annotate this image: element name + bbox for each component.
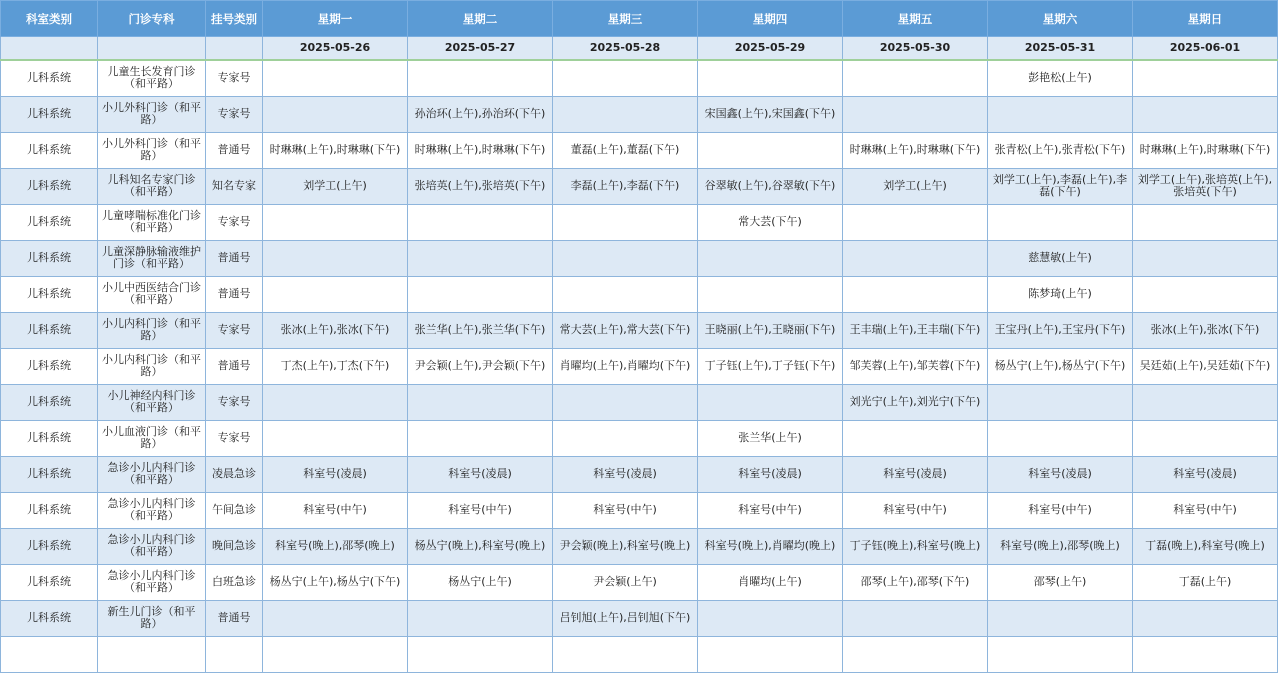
table-row	[1, 312, 1278, 348]
clinic-cell: 儿科知名专家门诊（和平路）	[98, 168, 206, 204]
schedule-cell-wed[interactable]: 科室号(凌晨)	[553, 456, 698, 492]
reg-type-cell: 专家号	[206, 312, 263, 348]
table-row	[1, 168, 1278, 204]
schedule-cell-tue[interactable]	[408, 384, 553, 420]
schedule-cell-sun[interactable]: 科室号(凌晨)	[1133, 456, 1278, 492]
header-row	[1, 1, 1278, 37]
table-row	[1, 456, 1278, 492]
schedule-cell-fri[interactable]	[843, 276, 988, 312]
schedule-cell-wed[interactable]: 科室号(中午)	[553, 492, 698, 528]
schedule-cell-wed[interactable]: 李磊(上午),李磊(下午)	[553, 168, 698, 204]
header-day-fri: 星期五	[843, 1, 988, 37]
schedule-cell-tue[interactable]	[408, 276, 553, 312]
schedule-cell-sat[interactable]	[988, 420, 1133, 456]
clinic-cell: 小儿内科门诊（和平路）	[98, 348, 206, 384]
schedule-cell-mon[interactable]: 杨丛宁(上午),杨丛宁(下午)	[263, 564, 408, 600]
schedule-cell-wed[interactable]	[553, 60, 698, 96]
schedule-cell-thu[interactable]: 丁子钰(上午),丁子钰(下午)	[698, 348, 843, 384]
schedule-cell-thu[interactable]: 科室号(中午)	[698, 492, 843, 528]
schedule-cell-tue[interactable]	[408, 60, 553, 96]
empty-cell	[408, 636, 553, 672]
header-day-sat: 星期六	[988, 1, 1133, 37]
header-reg-type: 挂号类别	[206, 1, 263, 37]
clinic-cell: 急诊小儿内科门诊（和平路）	[98, 528, 206, 564]
empty-cell	[98, 636, 206, 672]
schedule-cell-fri[interactable]: 科室号(凌晨)	[843, 456, 988, 492]
header-dept: 科室类别	[1, 1, 98, 37]
reg-type-cell: 普通号	[206, 240, 263, 276]
schedule-cell-thu[interactable]	[698, 276, 843, 312]
clinic-cell: 儿童深静脉输液维护门诊（和平路）	[98, 240, 206, 276]
schedule-cell-sun[interactable]	[1133, 276, 1278, 312]
schedule-cell-sun[interactable]: 吴廷茹(上午),吴廷茹(下午)	[1133, 348, 1278, 384]
schedule-cell-tue[interactable]: 杨丛宁(晚上),科室号(晚上)	[408, 528, 553, 564]
schedule-cell-wed[interactable]: 尹会颖(晚上),科室号(晚上)	[553, 528, 698, 564]
dept-cell: 儿科系统	[1, 492, 98, 528]
table-row	[1, 600, 1278, 636]
schedule-cell-sat[interactable]: 邵琴(上午)	[988, 564, 1133, 600]
schedule-cell-sat[interactable]: 陈梦琦(上午)	[988, 276, 1133, 312]
reg-type-cell: 普通号	[206, 348, 263, 384]
schedule-cell-tue[interactable]	[408, 420, 553, 456]
schedule-cell-sat[interactable]: 科室号(中午)	[988, 492, 1133, 528]
table-row	[1, 564, 1278, 600]
schedule-cell-sun[interactable]: 刘学工(上午),张培英(上午),张培英(下午)	[1133, 168, 1278, 204]
reg-type-cell: 专家号	[206, 384, 263, 420]
schedule-cell-tue[interactable]	[408, 204, 553, 240]
date-fri: 2025-05-30	[843, 37, 988, 61]
schedule-cell-sat[interactable]: 慈慧敏(上午)	[988, 240, 1133, 276]
schedule-cell-sat[interactable]: 彭艳松(上午)	[988, 60, 1133, 96]
schedule-cell-mon[interactable]: 丁杰(上午),丁杰(下午)	[263, 348, 408, 384]
schedule-cell-mon[interactable]	[263, 420, 408, 456]
schedule-cell-thu[interactable]	[698, 132, 843, 168]
table-row	[1, 60, 1278, 96]
schedule-cell-fri[interactable]	[843, 204, 988, 240]
schedule-cell-sun[interactable]: 张冰(上午),张冰(下午)	[1133, 312, 1278, 348]
schedule-cell-mon[interactable]: 刘学工(上午)	[263, 168, 408, 204]
dept-cell: 儿科系统	[1, 240, 98, 276]
schedule-cell-mon[interactable]	[263, 96, 408, 132]
schedule-cell-fri[interactable]: 时琳琳(上午),时琳琳(下午)	[843, 132, 988, 168]
schedule-cell-fri[interactable]: 丁子钰(晚上),科室号(晚上)	[843, 528, 988, 564]
schedule-cell-wed[interactable]	[553, 204, 698, 240]
schedule-cell-sat[interactable]: 杨丛宁(上午),杨丛宁(下午)	[988, 348, 1133, 384]
header-day-mon: 星期一	[263, 1, 408, 37]
dept-cell: 儿科系统	[1, 276, 98, 312]
schedule-cell-sun[interactable]	[1133, 240, 1278, 276]
date-spacer	[98, 37, 206, 61]
schedule-cell-sat[interactable]	[988, 96, 1133, 132]
schedule-cell-sun[interactable]	[1133, 420, 1278, 456]
schedule-cell-tue[interactable]: 科室号(中午)	[408, 492, 553, 528]
schedule-cell-mon[interactable]	[263, 240, 408, 276]
schedule-cell-mon[interactable]: 科室号(中午)	[263, 492, 408, 528]
dept-cell: 儿科系统	[1, 384, 98, 420]
schedule-cell-fri[interactable]	[843, 96, 988, 132]
schedule-cell-thu[interactable]: 王晓丽(上午),王晓丽(下午)	[698, 312, 843, 348]
schedule-cell-sun[interactable]	[1133, 384, 1278, 420]
schedule-cell-sat[interactable]	[988, 384, 1133, 420]
reg-type-cell: 晚间急诊	[206, 528, 263, 564]
schedule-cell-wed[interactable]: 吕钊旭(上午),吕钊旭(下午)	[553, 600, 698, 636]
schedule-cell-mon[interactable]	[263, 384, 408, 420]
schedule-cell-fri[interactable]	[843, 600, 988, 636]
date-sat: 2025-05-31	[988, 37, 1133, 61]
header-day-wed: 星期三	[553, 1, 698, 37]
schedule-cell-tue[interactable]: 张兰华(上午),张兰华(下午)	[408, 312, 553, 348]
table-row	[1, 492, 1278, 528]
clinic-cell: 新生儿门诊（和平路）	[98, 600, 206, 636]
schedule-cell-mon[interactable]: 时琳琳(上午),时琳琳(下午)	[263, 132, 408, 168]
table-row	[1, 240, 1278, 276]
schedule-cell-thu[interactable]	[698, 384, 843, 420]
clinic-cell: 小儿内科门诊（和平路）	[98, 312, 206, 348]
schedule-cell-sun[interactable]	[1133, 96, 1278, 132]
dept-cell: 儿科系统	[1, 132, 98, 168]
clinic-cell: 儿童哮喘标准化门诊（和平路）	[98, 204, 206, 240]
clinic-cell: 急诊小儿内科门诊（和平路）	[98, 456, 206, 492]
table-row	[1, 204, 1278, 240]
schedule-cell-wed[interactable]: 肖曜均(上午),肖曜均(下午)	[553, 348, 698, 384]
schedule-cell-sun[interactable]: 丁磊(上午)	[1133, 564, 1278, 600]
clinic-cell: 小儿外科门诊（和平路）	[98, 96, 206, 132]
schedule-cell-thu[interactable]	[698, 60, 843, 96]
schedule-cell-tue[interactable]: 张培英(上午),张培英(下午)	[408, 168, 553, 204]
date-sun: 2025-06-01	[1133, 37, 1278, 61]
schedule-cell-sat[interactable]	[988, 204, 1133, 240]
table-row	[1, 528, 1278, 564]
dept-cell: 儿科系统	[1, 456, 98, 492]
reg-type-cell: 专家号	[206, 204, 263, 240]
reg-type-cell: 知名专家	[206, 168, 263, 204]
schedule-cell-fri[interactable]	[843, 420, 988, 456]
clinic-cell: 急诊小儿内科门诊（和平路）	[98, 492, 206, 528]
header-day-tue: 星期二	[408, 1, 553, 37]
schedule-cell-tue[interactable]: 科室号(凌晨)	[408, 456, 553, 492]
reg-type-cell: 白班急诊	[206, 564, 263, 600]
schedule-cell-fri[interactable]: 邹芙蓉(上午),邹芙蓉(下午)	[843, 348, 988, 384]
table-row	[1, 420, 1278, 456]
schedule-cell-mon[interactable]	[263, 600, 408, 636]
empty-cell	[1133, 636, 1278, 672]
schedule-cell-mon[interactable]	[263, 60, 408, 96]
schedule-cell-thu[interactable]: 常大芸(下午)	[698, 204, 843, 240]
reg-type-cell: 普通号	[206, 276, 263, 312]
schedule-cell-fri[interactable]: 刘学工(上午)	[843, 168, 988, 204]
dept-cell: 儿科系统	[1, 528, 98, 564]
date-spacer	[206, 37, 263, 61]
reg-type-cell: 专家号	[206, 420, 263, 456]
schedule-cell-wed[interactable]: 常大芸(上午),常大芸(下午)	[553, 312, 698, 348]
dept-cell: 儿科系统	[1, 312, 98, 348]
empty-cell	[206, 636, 263, 672]
dept-cell: 儿科系统	[1, 96, 98, 132]
dept-cell: 儿科系统	[1, 168, 98, 204]
empty-cell	[1, 636, 98, 672]
date-spacer	[1, 37, 98, 61]
date-wed: 2025-05-28	[553, 37, 698, 61]
clinic-cell: 急诊小儿内科门诊（和平路）	[98, 564, 206, 600]
date-tue: 2025-05-27	[408, 37, 553, 61]
schedule-cell-wed[interactable]	[553, 276, 698, 312]
schedule-cell-thu[interactable]: 宋国鑫(上午),宋国鑫(下午)	[698, 96, 843, 132]
empty-cell	[698, 636, 843, 672]
schedule-cell-sat[interactable]: 张青松(上午),张青松(下午)	[988, 132, 1133, 168]
reg-type-cell: 凌晨急诊	[206, 456, 263, 492]
schedule-cell-tue[interactable]: 杨丛宁(上午)	[408, 564, 553, 600]
schedule-cell-sun[interactable]: 丁磊(晚上),科室号(晚上)	[1133, 528, 1278, 564]
schedule-cell-sat[interactable]: 王宝丹(上午),王宝丹(下午)	[988, 312, 1133, 348]
schedule-cell-thu[interactable]: 科室号(晚上),肖曜均(晚上)	[698, 528, 843, 564]
schedule-cell-sun[interactable]	[1133, 204, 1278, 240]
schedule-cell-sun[interactable]: 科室号(中午)	[1133, 492, 1278, 528]
reg-type-cell: 普通号	[206, 600, 263, 636]
schedule-cell-mon[interactable]: 科室号(晚上),邵琴(晚上)	[263, 528, 408, 564]
date-row	[1, 37, 1278, 61]
schedule-cell-fri[interactable]: 科室号(中午)	[843, 492, 988, 528]
date-thu: 2025-05-29	[698, 37, 843, 61]
schedule-cell-fri[interactable]: 刘光宁(上午),刘光宁(下午)	[843, 384, 988, 420]
empty-cell	[263, 636, 408, 672]
schedule-cell-wed[interactable]: 尹会颖(上午)	[553, 564, 698, 600]
dept-cell: 儿科系统	[1, 348, 98, 384]
schedule-cell-tue[interactable]	[408, 240, 553, 276]
schedule-cell-sun[interactable]	[1133, 60, 1278, 96]
schedule-cell-mon[interactable]	[263, 276, 408, 312]
schedule-cell-wed[interactable]	[553, 420, 698, 456]
schedule-cell-thu[interactable]: 科室号(凌晨)	[698, 456, 843, 492]
clinic-cell: 小儿血液门诊（和平路）	[98, 420, 206, 456]
schedule-cell-mon[interactable]: 科室号(凌晨)	[263, 456, 408, 492]
table-row	[1, 96, 1278, 132]
schedule-body	[1, 60, 1278, 672]
schedule-cell-mon[interactable]: 张冰(上午),张冰(下午)	[263, 312, 408, 348]
schedule-cell-wed[interactable]	[553, 96, 698, 132]
schedule-cell-thu[interactable]: 张兰华(上午)	[698, 420, 843, 456]
schedule-cell-wed[interactable]	[553, 240, 698, 276]
reg-type-cell: 普通号	[206, 132, 263, 168]
schedule-cell-sun[interactable]: 时琳琳(上午),时琳琳(下午)	[1133, 132, 1278, 168]
schedule-cell-tue[interactable]: 孙治环(上午),孙治环(下午)	[408, 96, 553, 132]
schedule-cell-fri[interactable]: 王丰瑞(上午),王丰瑞(下午)	[843, 312, 988, 348]
header-day-sun: 星期日	[1133, 1, 1278, 37]
schedule-cell-thu[interactable]: 肖曜均(上午)	[698, 564, 843, 600]
schedule-cell-fri[interactable]: 邵琴(上午),邵琴(下午)	[843, 564, 988, 600]
schedule-cell-thu[interactable]	[698, 600, 843, 636]
table-row	[1, 348, 1278, 384]
schedule-cell-thu[interactable]	[698, 240, 843, 276]
date-mon: 2025-05-26	[263, 37, 408, 61]
schedule-cell-wed[interactable]	[553, 384, 698, 420]
table-row-empty	[1, 636, 1278, 672]
dept-cell: 儿科系统	[1, 564, 98, 600]
empty-cell	[843, 636, 988, 672]
reg-type-cell: 专家号	[206, 96, 263, 132]
schedule-cell-wed[interactable]: 董磊(上午),董磊(下午)	[553, 132, 698, 168]
schedule-cell-tue[interactable]	[408, 600, 553, 636]
dept-cell: 儿科系统	[1, 600, 98, 636]
header-day-thu: 星期四	[698, 1, 843, 37]
table-row	[1, 276, 1278, 312]
schedule-cell-sat[interactable]: 科室号(晚上),邵琴(晚上)	[988, 528, 1133, 564]
schedule-cell-sat[interactable]: 刘学工(上午),李磊(上午),李磊(下午)	[988, 168, 1133, 204]
table-row	[1, 132, 1278, 168]
schedule-cell-sat[interactable]: 科室号(凌晨)	[988, 456, 1133, 492]
dept-cell: 儿科系统	[1, 420, 98, 456]
clinic-cell: 儿童生长发育门诊（和平路）	[98, 60, 206, 96]
schedule-cell-sat[interactable]	[988, 600, 1133, 636]
schedule-cell-fri[interactable]	[843, 240, 988, 276]
table-row	[1, 384, 1278, 420]
schedule-cell-tue[interactable]: 尹会颖(上午),尹会颖(下午)	[408, 348, 553, 384]
empty-cell	[988, 636, 1133, 672]
reg-type-cell: 午间急诊	[206, 492, 263, 528]
clinic-cell: 小儿外科门诊（和平路）	[98, 132, 206, 168]
header-clinic: 门诊专科	[98, 1, 206, 37]
reg-type-cell: 专家号	[206, 60, 263, 96]
schedule-cell-thu[interactable]: 谷翠敏(上午),谷翠敏(下午)	[698, 168, 843, 204]
schedule-cell-tue[interactable]: 时琳琳(上午),时琳琳(下午)	[408, 132, 553, 168]
clinic-cell: 小儿神经内科门诊（和平路）	[98, 384, 206, 420]
clinic-cell: 小儿中西医结合门诊（和平路）	[98, 276, 206, 312]
schedule-cell-sun[interactable]	[1133, 600, 1278, 636]
dept-cell: 儿科系统	[1, 60, 98, 96]
schedule-cell-mon[interactable]	[263, 204, 408, 240]
empty-cell	[553, 636, 698, 672]
dept-cell: 儿科系统	[1, 204, 98, 240]
schedule-cell-fri[interactable]	[843, 60, 988, 96]
